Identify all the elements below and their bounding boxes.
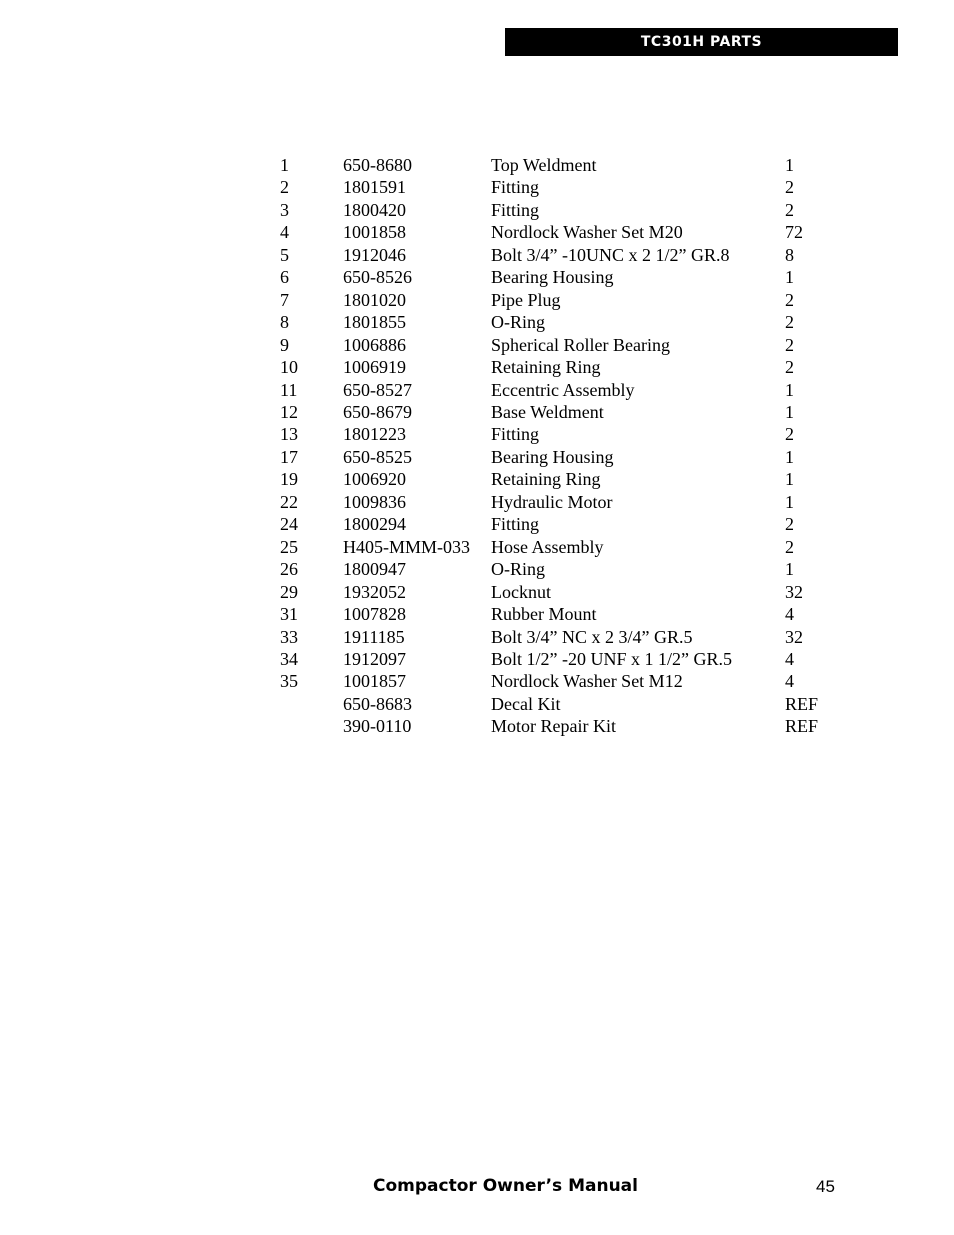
section-title: TC301H PARTS bbox=[640, 34, 763, 50]
part-description: Motor Repair Kit bbox=[491, 716, 616, 737]
part-description: Nordlock Washer Set M12 bbox=[491, 671, 683, 692]
page-number: 45 bbox=[816, 1177, 835, 1196]
part-description: O-Ring bbox=[491, 559, 545, 580]
table-row bbox=[280, 468, 835, 490]
ref-number: 3 bbox=[280, 199, 289, 220]
table-row bbox=[280, 513, 835, 535]
table-row bbox=[280, 446, 835, 468]
part-description: Hose Assembly bbox=[491, 536, 604, 557]
table-row bbox=[280, 356, 835, 378]
part-description: Bearing Housing bbox=[491, 446, 614, 467]
part-number: 1006920 bbox=[343, 469, 406, 490]
part-quantity: 2 bbox=[785, 424, 794, 445]
table-row bbox=[280, 581, 835, 603]
ref-number: 5 bbox=[280, 244, 289, 265]
ref-number: 12 bbox=[280, 401, 298, 422]
table-row bbox=[280, 199, 835, 221]
table-row bbox=[280, 603, 835, 625]
table-row bbox=[280, 423, 835, 445]
ref-number: 25 bbox=[280, 536, 298, 557]
table-row bbox=[280, 491, 835, 513]
ref-number: 1 bbox=[280, 155, 289, 175]
ref-number: 26 bbox=[280, 559, 298, 580]
part-number: 1912046 bbox=[343, 244, 406, 265]
part-number: 650-8683 bbox=[343, 693, 412, 714]
part-quantity: 4 bbox=[785, 604, 794, 625]
table-row bbox=[280, 244, 835, 266]
part-quantity: 2 bbox=[785, 177, 794, 198]
ref-number: 9 bbox=[280, 334, 289, 355]
ref-number: 33 bbox=[280, 626, 298, 647]
part-description: Fitting bbox=[491, 177, 540, 198]
table-row bbox=[280, 154, 835, 176]
part-description: Base Weldment bbox=[491, 401, 604, 422]
part-number: H405-MMM-033 bbox=[343, 536, 471, 557]
ref-number: 31 bbox=[280, 604, 298, 625]
part-number: 1912097 bbox=[343, 648, 406, 669]
part-description: Bearing Housing bbox=[491, 267, 614, 288]
part-quantity: 1 bbox=[785, 401, 794, 422]
ref-number: 4 bbox=[280, 222, 289, 243]
part-quantity: REF bbox=[785, 693, 819, 714]
part-number: 1801223 bbox=[343, 424, 406, 445]
part-quantity: 2 bbox=[785, 357, 794, 378]
part-number: 1009836 bbox=[343, 491, 406, 512]
section-header bbox=[505, 28, 898, 56]
part-description: Fitting bbox=[491, 424, 540, 445]
part-description: Bolt 3/4” NC x 2 3/4” GR.5 bbox=[491, 626, 693, 647]
ref-number: 7 bbox=[280, 289, 289, 310]
part-quantity: 1 bbox=[785, 267, 794, 288]
part-number: 1801855 bbox=[343, 312, 406, 333]
part-description: Retaining Ring bbox=[491, 357, 601, 378]
part-quantity: 4 bbox=[785, 648, 794, 669]
part-number: 1911185 bbox=[343, 626, 405, 647]
part-description: Eccentric Assembly bbox=[491, 379, 635, 400]
ref-number: 24 bbox=[280, 514, 298, 535]
part-number: 1801591 bbox=[343, 177, 406, 198]
part-number: 1800294 bbox=[343, 514, 406, 535]
part-number: 650-8680 bbox=[343, 155, 412, 175]
part-number: 1001858 bbox=[343, 222, 406, 243]
table-row bbox=[280, 311, 835, 333]
table-row bbox=[280, 334, 835, 356]
part-description: O-Ring bbox=[491, 312, 545, 333]
part-number: 650-8526 bbox=[343, 267, 412, 288]
part-description: Bolt 3/4” -10UNC x 2 1/2” GR.8 bbox=[491, 244, 730, 265]
ref-number: 34 bbox=[280, 648, 298, 669]
ref-number: 19 bbox=[280, 469, 298, 490]
parts-table bbox=[280, 154, 835, 738]
part-number: 1007828 bbox=[343, 604, 406, 625]
part-number: 1006919 bbox=[343, 357, 406, 378]
part-quantity: 72 bbox=[785, 222, 803, 243]
part-description: Pipe Plug bbox=[491, 289, 561, 310]
part-description: Spherical Roller Bearing bbox=[491, 334, 670, 355]
part-number: 390-0110 bbox=[343, 716, 412, 737]
table-row bbox=[280, 401, 835, 423]
part-quantity: REF bbox=[785, 716, 819, 737]
table-row bbox=[280, 221, 835, 243]
ref-number bbox=[280, 715, 343, 737]
table-row bbox=[280, 715, 835, 737]
ref-number: 2 bbox=[280, 177, 289, 198]
part-quantity: 2 bbox=[785, 312, 794, 333]
part-quantity: 32 bbox=[785, 626, 803, 647]
part-description: Fitting bbox=[491, 199, 540, 220]
part-description: Rubber Mount bbox=[491, 604, 597, 625]
ref-number bbox=[280, 693, 343, 715]
part-number: 1932052 bbox=[343, 581, 406, 602]
table-row bbox=[280, 558, 835, 580]
table-row bbox=[280, 289, 835, 311]
part-description: Fitting bbox=[491, 514, 540, 535]
ref-number: 13 bbox=[280, 424, 298, 445]
table-row bbox=[280, 536, 835, 558]
ref-number: 17 bbox=[280, 446, 298, 467]
part-quantity: 8 bbox=[785, 244, 794, 265]
part-quantity: 1 bbox=[785, 155, 794, 175]
part-number: 650-8679 bbox=[343, 401, 412, 422]
part-description: Retaining Ring bbox=[491, 469, 601, 490]
ref-number: 10 bbox=[280, 357, 298, 378]
table-row bbox=[280, 266, 835, 288]
part-number: 1800947 bbox=[343, 559, 406, 580]
ref-number: 8 bbox=[280, 312, 289, 333]
part-description: Nordlock Washer Set M20 bbox=[491, 222, 683, 243]
part-quantity: 4 bbox=[785, 671, 794, 692]
part-quantity: 1 bbox=[785, 469, 794, 490]
part-quantity: 2 bbox=[785, 289, 794, 310]
part-quantity: 2 bbox=[785, 514, 794, 535]
manual-title: Compactor Owner’s Manual bbox=[373, 1176, 638, 1196]
part-description: Bolt 1/2” -20 UNF x 1 1/2” GR.5 bbox=[491, 648, 732, 669]
part-quantity: 2 bbox=[785, 199, 794, 220]
table-row bbox=[280, 670, 835, 692]
part-description: Hydraulic Motor bbox=[491, 491, 613, 512]
part-number: 1800420 bbox=[343, 199, 406, 220]
table-row bbox=[280, 379, 835, 401]
part-quantity: 1 bbox=[785, 491, 794, 512]
part-description: Decal Kit bbox=[491, 693, 561, 714]
part-number: 1801020 bbox=[343, 289, 406, 310]
parts-table-body bbox=[280, 154, 835, 738]
ref-number: 35 bbox=[280, 671, 298, 692]
table-row bbox=[280, 648, 835, 670]
part-number: 1001857 bbox=[343, 671, 406, 692]
part-quantity: 2 bbox=[785, 536, 794, 557]
ref-number: 6 bbox=[280, 267, 289, 288]
part-quantity: 32 bbox=[785, 581, 803, 602]
table-row bbox=[280, 626, 835, 648]
ref-number: 22 bbox=[280, 491, 298, 512]
part-description: Top Weldment bbox=[491, 155, 597, 175]
part-quantity: 1 bbox=[785, 559, 794, 580]
part-description: Locknut bbox=[491, 581, 551, 602]
part-number: 650-8525 bbox=[343, 446, 412, 467]
part-quantity: 1 bbox=[785, 446, 794, 467]
ref-number: 11 bbox=[280, 379, 298, 400]
part-quantity: 1 bbox=[785, 379, 794, 400]
table-row bbox=[280, 693, 835, 715]
part-number: 650-8527 bbox=[343, 379, 412, 400]
ref-number: 29 bbox=[280, 581, 298, 602]
part-quantity: 2 bbox=[785, 334, 794, 355]
part-number: 1006886 bbox=[343, 334, 406, 355]
table-row bbox=[280, 176, 835, 198]
